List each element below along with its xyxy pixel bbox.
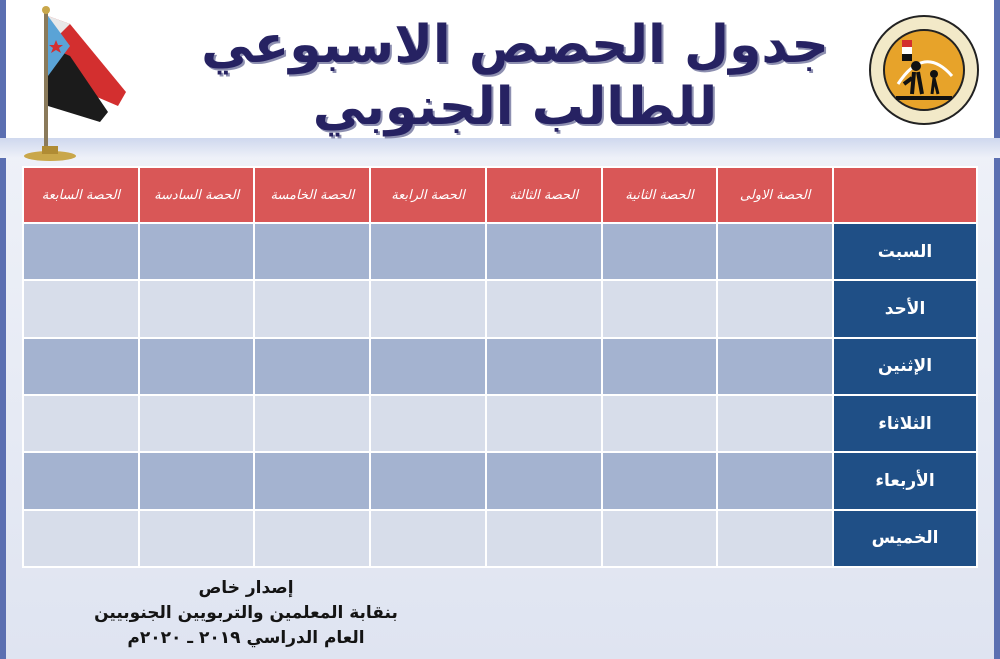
schedule-cell[interactable] [254, 452, 370, 509]
day-row [23, 510, 977, 567]
period-header: الحصة السادسة [139, 167, 255, 223]
period-header: الحصة الثالثة [486, 167, 602, 223]
schedule-cell[interactable] [23, 452, 139, 509]
day-label: الثلاثاء [833, 395, 977, 452]
schedule-cell[interactable] [139, 395, 255, 452]
schedule-cell[interactable] [602, 510, 718, 567]
schedule-cell[interactable] [370, 510, 486, 567]
schedule-cell[interactable] [486, 510, 602, 567]
schedule-cell[interactable] [139, 338, 255, 395]
schedule-cell[interactable] [23, 510, 139, 567]
day-row [23, 395, 977, 452]
day-row [23, 223, 977, 280]
schedule-cell[interactable] [602, 395, 718, 452]
day-label: الأحد [833, 280, 977, 337]
schedule-cell[interactable] [139, 223, 255, 280]
schedule-cell[interactable] [486, 223, 602, 280]
schedule-cell[interactable] [370, 395, 486, 452]
schedule-cell[interactable] [254, 510, 370, 567]
schedule-cell[interactable] [370, 338, 486, 395]
flag-icon [8, 6, 128, 161]
schedule-cell[interactable] [602, 452, 718, 509]
footer-text [46, 576, 446, 651]
schedule-cell[interactable] [370, 223, 486, 280]
schedule-cell[interactable] [139, 510, 255, 567]
footer-line-1: إصدار خاص [198, 578, 294, 598]
title-line-1: جدول الحصص الاسبوعي [201, 15, 829, 75]
day-label: الخميس [833, 510, 977, 567]
schedule-cell[interactable] [139, 280, 255, 337]
schedule-cell[interactable] [23, 338, 139, 395]
schedule-cell[interactable] [717, 452, 833, 509]
footer-line-2: بنقابة المعلمين والتربويين الجنوبيين [94, 603, 398, 623]
schedule-cell[interactable] [254, 280, 370, 337]
schedule-cell[interactable] [23, 223, 139, 280]
schedule-cell[interactable] [23, 395, 139, 452]
period-header: الحصة الخامسة [254, 167, 370, 223]
day-label: الإثنين [833, 338, 977, 395]
schedule-cell[interactable] [23, 280, 139, 337]
schedule-cell[interactable] [717, 510, 833, 567]
period-header-row [23, 167, 977, 223]
union-emblem-icon [868, 14, 980, 126]
day-label: السبت [833, 223, 977, 280]
schedule-cell[interactable] [254, 223, 370, 280]
schedule-cell[interactable] [139, 452, 255, 509]
schedule-cell[interactable] [486, 452, 602, 509]
period-header: الحصة الثانية [602, 167, 718, 223]
schedule-cell[interactable] [486, 338, 602, 395]
schedule-cell[interactable] [486, 395, 602, 452]
period-header: الحصة السابعة [23, 167, 139, 223]
day-row [23, 338, 977, 395]
schedule-cell[interactable] [602, 280, 718, 337]
schedule-cell[interactable] [254, 338, 370, 395]
schedule-cell[interactable] [717, 338, 833, 395]
schedule-cell[interactable] [602, 223, 718, 280]
footer-line-3: العام الدراسي ٢٠١٩ ـ ٢٠٢٠م [127, 628, 365, 648]
day-row [23, 280, 977, 337]
period-header: الحصة الاولى [717, 167, 833, 223]
page-title [190, 14, 840, 138]
schedule-cell[interactable] [486, 280, 602, 337]
corner-cell [833, 167, 977, 223]
header-band [0, 138, 1000, 158]
period-header: الحصة الرابعة [370, 167, 486, 223]
schedule-cell[interactable] [370, 452, 486, 509]
day-row [23, 452, 977, 509]
title-line-2: للطالب الجنوبي [312, 77, 718, 137]
schedule-cell[interactable] [717, 223, 833, 280]
schedule-cell[interactable] [602, 338, 718, 395]
schedule-table [22, 166, 978, 568]
schedule-cell[interactable] [717, 280, 833, 337]
schedule-cell[interactable] [717, 395, 833, 452]
schedule-cell[interactable] [254, 395, 370, 452]
schedule-cell[interactable] [370, 280, 486, 337]
day-label: الأربعاء [833, 452, 977, 509]
